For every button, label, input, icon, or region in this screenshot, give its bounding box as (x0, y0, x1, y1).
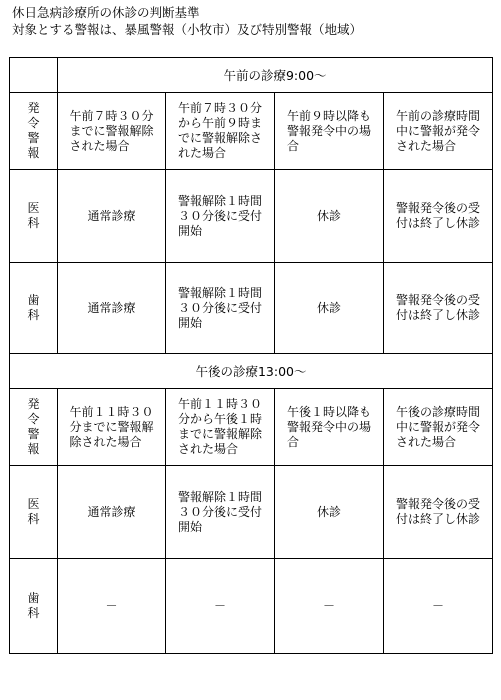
row-label-morning-medical: 医科 (10, 170, 58, 263)
cell-afternoon-medical-3: 休診 (275, 466, 384, 559)
cell-morning-dental-4: 警報発令後の受 付は終了し休診 (384, 263, 493, 354)
table-row-afternoon-warning (10, 389, 493, 466)
cell-afternoon-dental-2: － (166, 559, 275, 654)
session-header-morning: 午前の診療9:00～ (58, 58, 493, 93)
row-label-afternoon-dental: 歯科 (10, 559, 58, 654)
row-label-morning-warning: 発令警報 (10, 93, 58, 170)
cell-afternoon-dental-3: － (275, 559, 384, 654)
cell-morning-medical-2: 警報解除１時間 ３０分後に受付 開始 (166, 170, 275, 263)
cell-morning-warning-1: 午前７時３０分 までに警報解除 された場合 (58, 93, 166, 170)
cell-afternoon-medical-2: 警報解除１時間 ３０分後に受付 開始 (166, 466, 275, 559)
table-row-afternoon-dental (10, 559, 493, 654)
cell-morning-warning-4: 午前の診療時間 中に警報が発令 された場合 (384, 93, 493, 170)
cell-morning-medical-1: 通常診療 (58, 170, 166, 263)
table-row-afternoon-medical (10, 466, 493, 559)
closure-criteria-table (9, 57, 493, 654)
row-label-afternoon-warning: 発令警報 (10, 389, 58, 466)
cell-morning-dental-3: 休診 (275, 263, 384, 354)
cell-morning-warning-2: 午前７時３０分 から午前９時ま でに警報解除さ れた場合 (166, 93, 275, 170)
cell-afternoon-warning-4: 午後の診療時間 中に警報が発令 された場合 (384, 389, 493, 466)
cell-afternoon-warning-1: 午前１１時３０ 分までに警報解 除された場合 (58, 389, 166, 466)
cell-morning-medical-3: 休診 (275, 170, 384, 263)
row-label-afternoon-medical: 医科 (10, 466, 58, 559)
document-title: 休日急病診療所の休診の判断基準 (12, 5, 200, 20)
document-heading (12, 4, 362, 38)
cell-afternoon-warning-3: 午後１時以降も 警報発令中の場 合 (275, 389, 384, 466)
cell-afternoon-dental-1: － (58, 559, 166, 654)
cell-morning-dental-2: 警報解除１時間 ３０分後に受付 開始 (166, 263, 275, 354)
cell-afternoon-medical-4: 警報発令後の受 付は終了し休診 (384, 466, 493, 559)
cell-morning-warning-3: 午前９時以降も 警報発令中の場 合 (275, 93, 384, 170)
cell-afternoon-warning-2: 午前１１時３０ 分から午後１時 までに警報解除 された場合 (166, 389, 275, 466)
session-header-afternoon: 午後の診療13:00～ (10, 354, 493, 389)
session-row-afternoon (10, 354, 493, 389)
document-subtitle: 対象とする警報は、暴風警報（小牧市）及び特別警報（地域） (12, 22, 363, 37)
corner-cell (10, 58, 58, 93)
cell-afternoon-medical-1: 通常診療 (58, 466, 166, 559)
table-row-morning-medical (10, 170, 493, 263)
table-row-morning-dental (10, 263, 493, 354)
table-row-morning-warning (10, 93, 493, 170)
cell-afternoon-dental-4: － (384, 559, 493, 654)
cell-morning-dental-1: 通常診療 (58, 263, 166, 354)
session-row-morning (10, 58, 493, 93)
cell-morning-medical-4: 警報発令後の受 付は終了し休診 (384, 170, 493, 263)
row-label-morning-dental: 歯科 (10, 263, 58, 354)
